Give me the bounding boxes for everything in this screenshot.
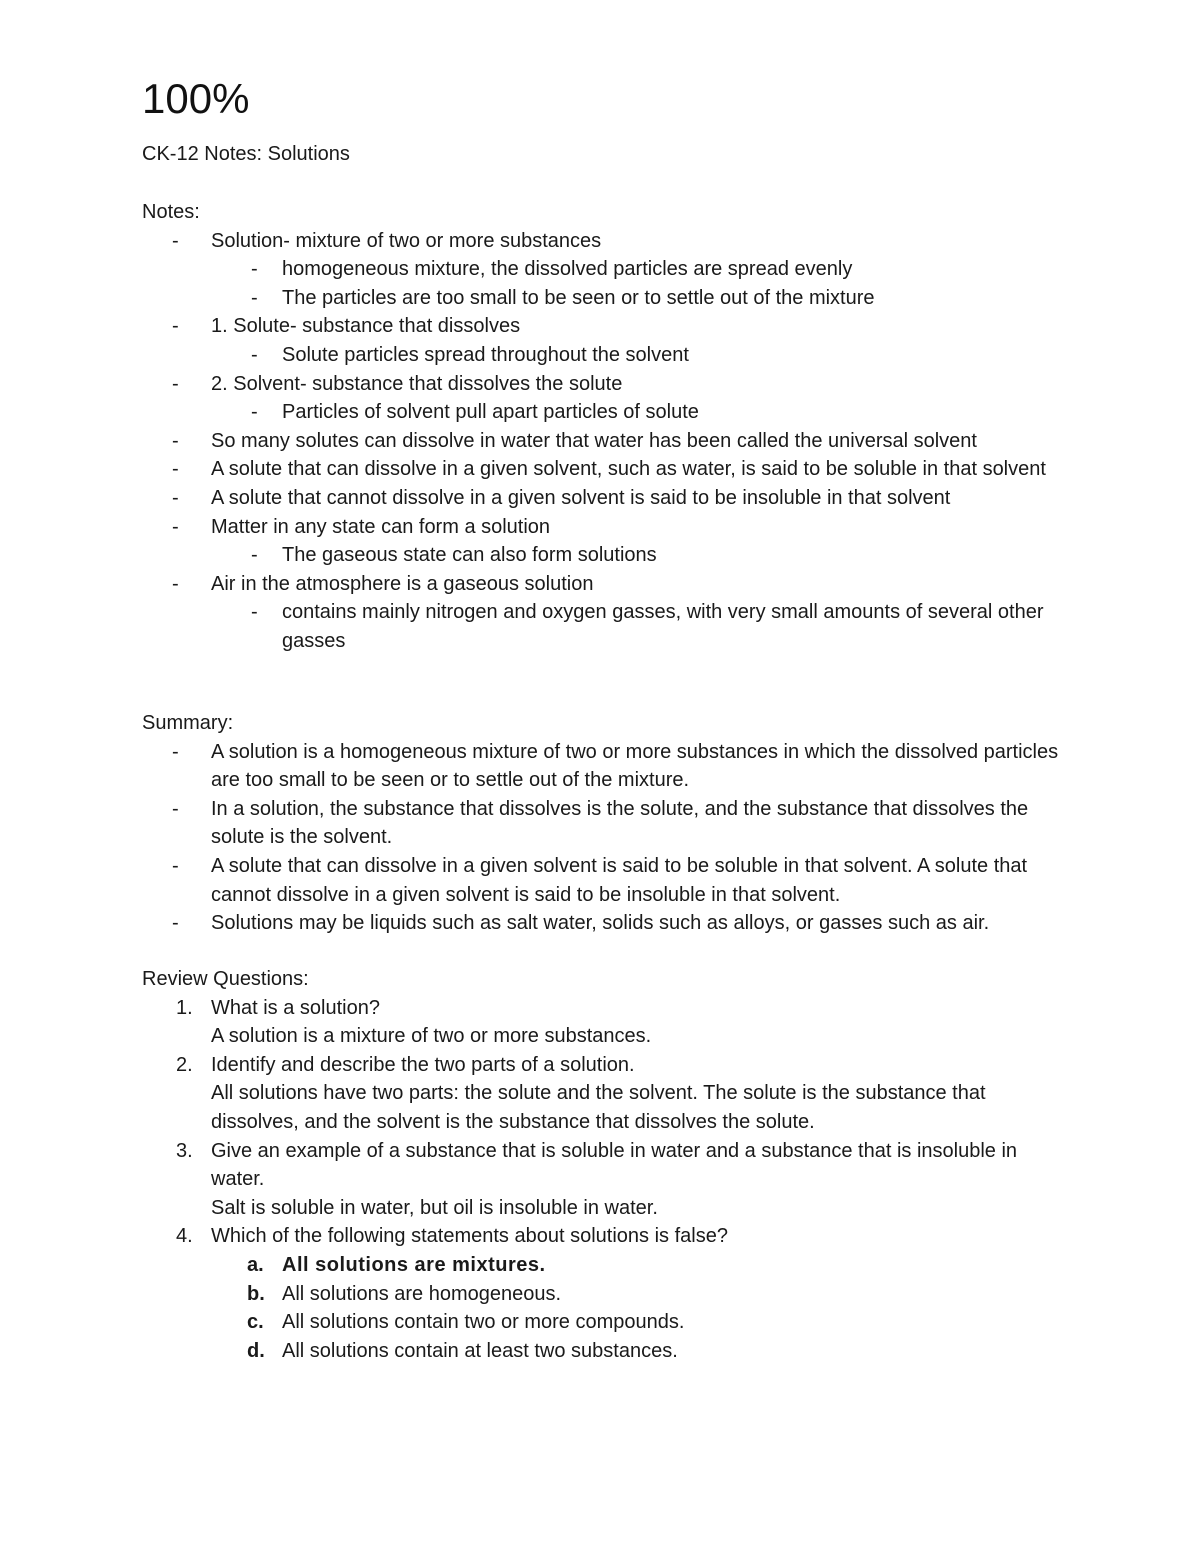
summary-heading: Summary:: [142, 712, 234, 734]
notes-subitem-text: The gaseous state can also form solutions: [282, 544, 657, 567]
dash-bullet: -: [251, 286, 258, 309]
dash-bullet: -: [172, 515, 179, 538]
notes-sublist: [211, 541, 1072, 570]
notes-list: [142, 227, 1072, 656]
notes-subitem-text: contains mainly nitrogen and oxygen gasses, with very small amounts of several other gasses: [282, 601, 1044, 652]
notes-item: [142, 370, 1072, 427]
notes-item: [142, 513, 1072, 570]
dash-bullet: -: [251, 601, 258, 624]
summary-item-text: A solution is a homogeneous mixture of two or more substances in which the dissolved particles are too small to be seen or to settle out of the mixture.: [211, 740, 1059, 792]
answer-text: A solution is a mixture of two or more substances.: [211, 1025, 652, 1048]
review-heading: Review Questions:: [142, 968, 309, 990]
notes-item: [142, 427, 1072, 456]
question-number: 2.: [176, 1053, 193, 1076]
dash-bullet: -: [251, 401, 258, 424]
question-text: Identify and describe the two parts of a solution.: [211, 1053, 635, 1076]
option-text-selected: All solutions are mixtures.: [282, 1253, 546, 1276]
review-question: [142, 994, 1072, 1051]
summary-section: [142, 709, 1072, 938]
option-letter: b.: [247, 1282, 265, 1305]
option-letter: a.: [247, 1253, 264, 1276]
dash-bullet: -: [172, 229, 179, 252]
dash-bullet: -: [172, 572, 179, 595]
notes-item-text: 1. Solute- substance that dissolves: [211, 315, 521, 338]
notes-subitem: [211, 398, 1072, 427]
summary-item: [142, 909, 1072, 938]
notes-item: [142, 570, 1072, 656]
notes-item-text: A solute that can dissolve in a given solvent, such as water, is said to be soluble in that solvent: [211, 458, 1046, 481]
score-heading: 100%: [142, 75, 250, 122]
option-text: All solutions are homogeneous.: [282, 1282, 562, 1305]
dash-bullet: -: [172, 372, 179, 395]
notes-section: [142, 198, 1072, 656]
notes-subitem: [211, 341, 1072, 370]
dash-bullet: -: [172, 486, 179, 509]
notes-item: [142, 484, 1072, 513]
dash-bullet: -: [172, 912, 179, 935]
notes-heading: Notes:: [142, 201, 200, 223]
notes-subitem-text: homogeneous mixture, the dissolved particles are spread evenly: [282, 258, 853, 281]
answer-option: [211, 1280, 1072, 1309]
dash-bullet: -: [172, 740, 179, 763]
dash-bullet: -: [251, 544, 258, 567]
notes-item: [142, 227, 1072, 313]
dash-bullet: -: [251, 258, 258, 281]
option-letter: d.: [247, 1339, 265, 1362]
question-number: 1.: [176, 996, 193, 1019]
review-question: [142, 1137, 1072, 1223]
question-text: Which of the following statements about solutions is false?: [211, 1225, 728, 1248]
dash-bullet: -: [172, 458, 179, 481]
notes-subitem: [211, 598, 1072, 655]
summary-item-text: In a solution, the substance that dissolves is the solute, and the substance that dissolves the solute is the solvent.: [211, 797, 1029, 849]
summary-item-text: A solute that can dissolve in a given solvent is said to be soluble in that solvent. A solute that cannot dissolve in a given solvent is said to be insoluble in that solvent.: [211, 854, 1028, 906]
review-question: [142, 1222, 1072, 1365]
question-text: What is a solution?: [211, 996, 380, 1019]
question-text: Give an example of a substance that is soluble in water and a substance that is insoluble in water.: [211, 1139, 1018, 1191]
option-text: All solutions contain at least two substances.: [282, 1339, 678, 1362]
summary-item-text: Solutions may be liquids such as salt water, solids such as alloys, or gasses such as air.: [211, 912, 990, 935]
summary-list: [142, 738, 1072, 938]
review-question: [142, 1051, 1072, 1137]
option-text: All solutions contain two or more compounds.: [282, 1311, 685, 1334]
answer-options: [211, 1251, 1072, 1365]
notes-item-text: Solution- mixture of two or more substances: [211, 229, 602, 252]
summary-item: [142, 795, 1072, 852]
dash-bullet: -: [172, 315, 179, 338]
answer-option: [211, 1251, 1072, 1280]
summary-item: [142, 852, 1072, 909]
summary-item: [142, 738, 1072, 795]
review-question-list: [142, 994, 1072, 1366]
notes-subitem-text: Solute particles spread throughout the solvent: [282, 343, 689, 366]
dash-bullet: -: [172, 429, 179, 452]
notes-item: [142, 455, 1072, 484]
notes-item-text: So many solutes can dissolve in water that water has been called the universal solvent: [211, 429, 977, 452]
document-title: CK-12 Notes: Solutions: [142, 143, 350, 165]
dash-bullet: -: [172, 854, 179, 877]
answer-text: Salt is soluble in water, but oil is insoluble in water.: [211, 1196, 658, 1219]
notes-subitem-text: The particles are too small to be seen or to settle out of the mixture: [282, 286, 875, 309]
answer-option: [211, 1308, 1072, 1337]
notes-sublist: [211, 255, 1072, 312]
notes-sublist: [211, 341, 1072, 370]
notes-item: [142, 312, 1072, 369]
notes-subitem: [211, 255, 1072, 284]
notes-subitem: [211, 541, 1072, 570]
notes-subitem: [211, 284, 1072, 313]
notes-sublist: [211, 598, 1072, 655]
question-number: 4.: [176, 1225, 193, 1248]
dash-bullet: -: [251, 343, 258, 366]
question-number: 3.: [176, 1139, 193, 1162]
answer-option: [211, 1337, 1072, 1366]
notes-item-text: 2. Solvent- substance that dissolves the solute: [211, 372, 623, 395]
answer-text: All solutions have two parts: the solute and the solvent. The solute is the substance that dissolves, and the solvent is the substance that dissolves the solute.: [211, 1082, 986, 1133]
dash-bullet: -: [172, 797, 179, 820]
notes-item-text: A solute that cannot dissolve in a given solvent is said to be insoluble in that solvent: [211, 486, 951, 509]
notes-subitem-text: Particles of solvent pull apart particles of solute: [282, 401, 699, 424]
notes-item-text: Matter in any state can form a solution: [211, 515, 551, 538]
notes-sublist: [211, 398, 1072, 427]
notes-item-text: Air in the atmosphere is a gaseous solution: [211, 572, 594, 595]
option-letter: c.: [247, 1311, 264, 1334]
review-section: [142, 965, 1072, 1365]
